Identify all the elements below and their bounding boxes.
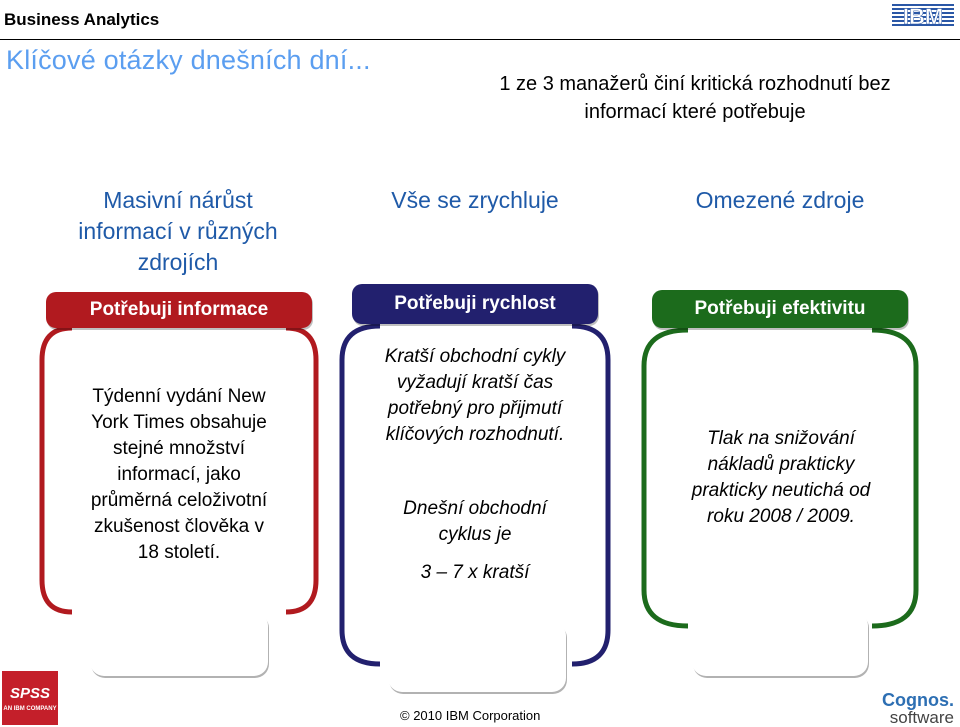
- column-body-information: [56, 384, 302, 566]
- key-statistic-line: informací které potřebuje: [584, 101, 806, 123]
- body-line: prakticky neutichá od: [691, 480, 871, 501]
- intelligence-box: [90, 612, 268, 676]
- body-line: stejné množství: [113, 438, 245, 459]
- body-line: potřebný pro přijmutí: [387, 398, 563, 419]
- column-body-speed: [346, 344, 604, 448]
- body-line: cyklus je: [438, 524, 512, 545]
- body-line: průměrná celoživotní: [90, 490, 268, 511]
- cognos-logo-text: Cognos.: [882, 690, 954, 710]
- roi-label-line: investic: [742, 646, 818, 668]
- roi-label-line: Návratnost: [727, 620, 833, 642]
- flexibility-label: Flexibilita: [430, 651, 524, 673]
- body-line: nákladů prakticky: [707, 454, 855, 475]
- business-cycle-text: [346, 496, 604, 548]
- body-line: informací, jako: [117, 464, 241, 485]
- body-line: 18 století.: [137, 542, 221, 563]
- need-speed-pill: Potřebuji rychlost: [352, 284, 598, 324]
- column-heading-information: [40, 185, 316, 278]
- body-line: Dnešní obchodní: [403, 498, 547, 519]
- body-line: Tlak na snižování: [707, 428, 855, 449]
- column-heading-line: Masivní nárůst: [103, 187, 253, 213]
- column-heading-line: Omezené zdroje: [695, 187, 865, 213]
- body-line: York Times obsahuje: [91, 412, 267, 433]
- body-line: vyžadují kratší čas: [396, 372, 554, 393]
- column-heading-line: Vše se zrychluje: [391, 187, 559, 213]
- spss-logo-text: SPSS: [9, 685, 51, 702]
- copyright: © 2010 IBM Corporation: [400, 708, 541, 723]
- slide-title: Klíčové otázky dnešních dní...: [6, 45, 371, 75]
- intelligence-label: Inteligence: [126, 633, 232, 655]
- column-heading-line: zdrojích: [137, 249, 219, 275]
- cognos-logo: [882, 692, 954, 726]
- column-heading-speed: [342, 185, 608, 216]
- spss-logo: [2, 671, 58, 725]
- need-efficiency-pill: Potřebuji efektivitu: [652, 290, 908, 328]
- cycle-factor-text: 3 – 7 x kratší: [420, 562, 530, 583]
- spss-logo-subtext: AN IBM COMPANY: [3, 706, 57, 712]
- key-statistic-line: 1 ze 3 manažerů činí kritická rozhodnutí bez: [499, 73, 891, 95]
- svg-text:IBM: IBM: [902, 4, 944, 29]
- body-line: klíčových rozhodnutí.: [385, 424, 565, 445]
- cognos-logo-subtext: software: [889, 708, 954, 727]
- need-information-pill: Potřebuji informace: [46, 292, 312, 328]
- brand-title: Business Analytics: [4, 10, 160, 29]
- roi-box: [692, 612, 868, 676]
- column-heading-line: informací v různých: [78, 218, 278, 244]
- body-line: roku 2008 / 2009.: [707, 506, 855, 527]
- body-line: Týdenní vydání New: [92, 386, 266, 407]
- column-body-resources: [650, 426, 912, 530]
- body-line: Kratší obchodní cykly: [384, 346, 566, 367]
- body-line: zkušenost člověka v: [93, 516, 265, 537]
- flexibility-box: [388, 622, 566, 692]
- column-heading-resources: [644, 185, 916, 216]
